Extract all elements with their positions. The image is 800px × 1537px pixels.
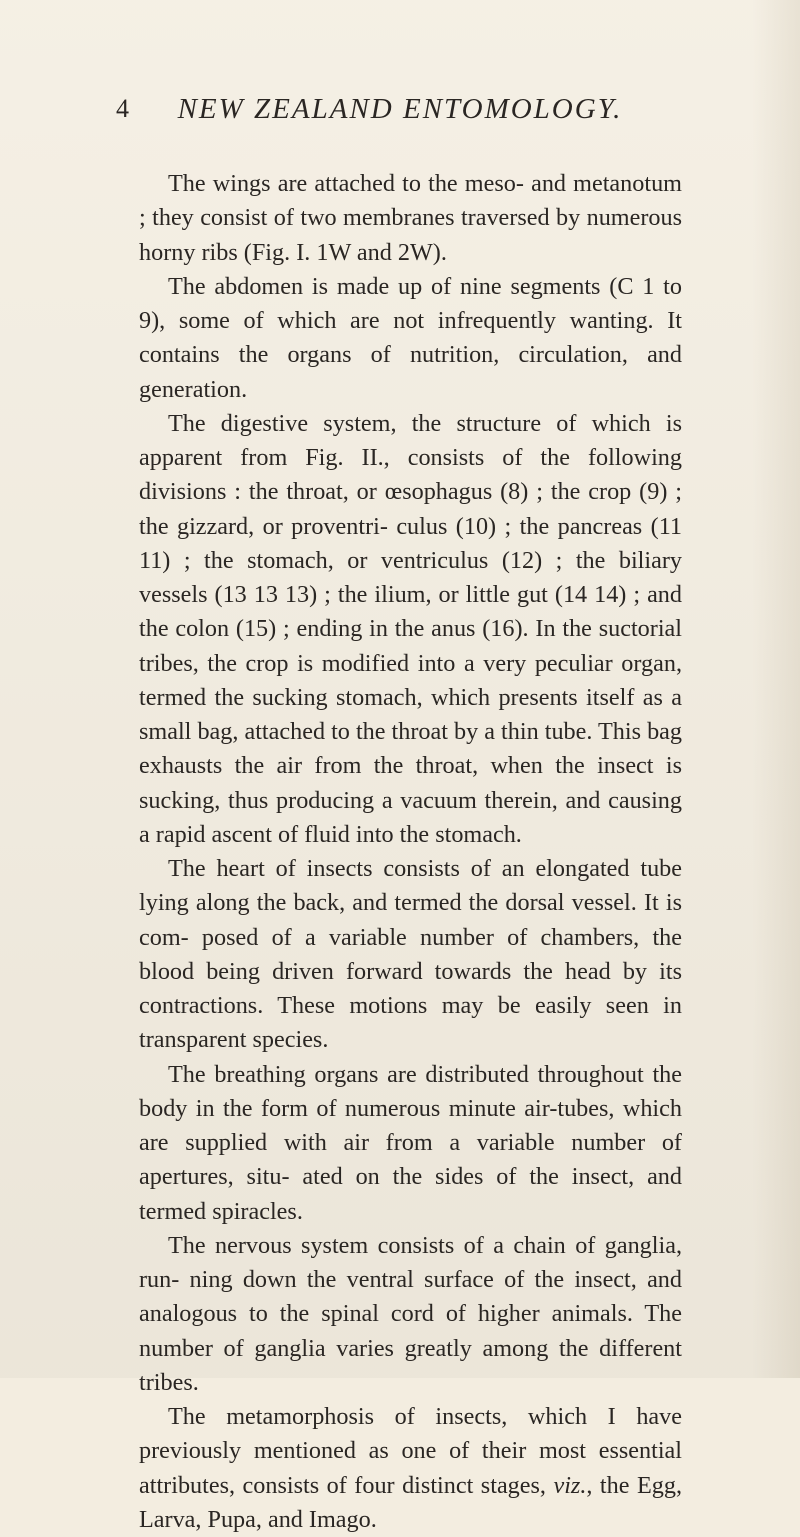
metamorphosis-text-start: The metamorphosis of insects, which I have previously mentioned as one of their most essential attributes, consists of four distinct stages, [139, 1403, 682, 1499]
viz-italic: viz. [553, 1471, 587, 1499]
running-head: NEW ZEALAND ENTOMOLOGY. [177, 93, 623, 125]
page-header [0, 92, 800, 132]
paragraph-abdomen: The abdomen is made up of nine segments (C 1 to 9), some of which are not infrequently wanting. It contains the organs of nutrition, circulation, and generation. [139, 272, 682, 403]
paragraph-wings: The wings are attached to the meso- and metanotum ; they consist of two membranes traversed by numerous horny ribs (Fig. I. 1W and 2W). [139, 170, 682, 266]
paragraph-metamorphosis [139, 1400, 682, 1537]
paragraph-heart: The heart of insects consists of an elongated tube lying along the back, and termed the dorsal vessel. It is com- posed of a variable number of chambers, the blood being driven forward towards the head by its contractions. These motions may be easily seen in transparent species. [139, 855, 682, 1054]
metamorphosis-text-end: , the Egg, Larva, Pupa, and Imago. [139, 1471, 682, 1533]
paragraph-nervous-system: The nervous system consists of a chain of ganglia, run- ning down the ventral surface of the insect, and analogous to the spinal cord of higher animals. The number of ganglia varies greatly among the different tribes. [139, 1231, 682, 1396]
page-number: 4 [116, 94, 129, 123]
paragraph-digestive-system: The digestive system, the structure of which is apparent from Fig. II., consists of the following divisions : the throat, or œsophagus (8) ; the crop (9) ; the gizzard, or proventri- culus (10) ; the pancreas (11 11) ; the stomach, or ventriculus (12) ; the biliary vessels (13 13 13) ; the ilium, or little gut (14 14) ; and the colon (15) ; ending in the anus (16). In the suctorial tribes, the crop is modified into a very peculiar organ, termed the sucking stomach, which presents itself as a small bag, attached to the throat by a thin tube. This bag exhausts the air from the throat, when the insect is sucking, thus producing a vacuum therein, and causing a rapid ascent of fluid into the stomach. [139, 409, 682, 848]
body-text [139, 167, 682, 1537]
paragraph-breathing-organs: The breathing organs are distributed throughout the body in the form of numerous minute air-tubes, which are supplied with air from a variable number of apertures, situ- ated on the sides of the insect, and termed spiracles. [139, 1060, 682, 1225]
